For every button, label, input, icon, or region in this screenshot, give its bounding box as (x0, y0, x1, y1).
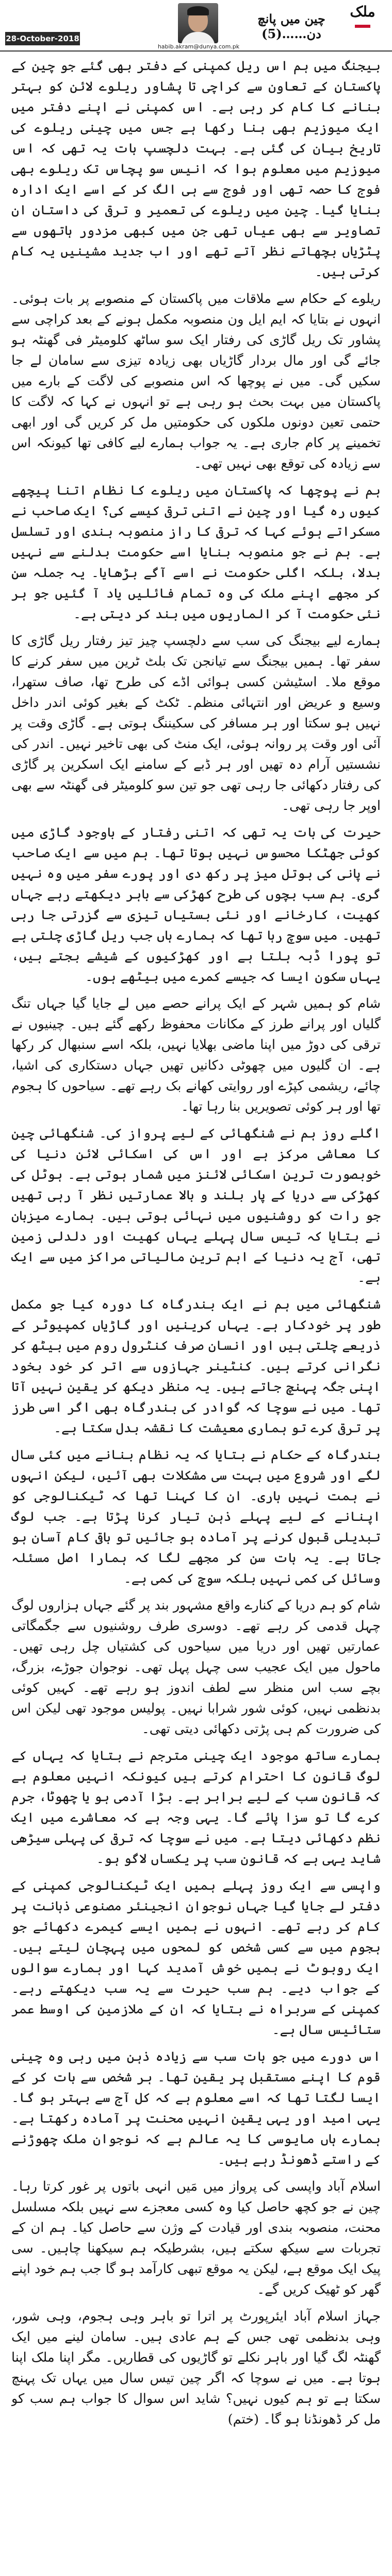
article-paragraph: ہم نے پوچھا کہ پاکستان میں ریلوے کا نظام اتنا پیچھے کیوں رہ گیا اور چین نے اتنی ترقی کیسے کی؟ ایک صاحب نے مسکراتے ہوئے کہا کہ ترقی کا راز منصوبہ بندی اور تسلسل ہے۔ ہم نے جو منصوبہ بنایا اسے حکومت بدلنے سے نہیں بدلا، بلکہ اگلی حکومت نے اسے آگے بڑھایا۔ یہ جملہ سن کر مجھے اپنے ملک کی وہ تمام فائلیں یاد آ گئیں جو ہر نئی حکومت آ کر الماریوں میں بند کر دیتی ہے۔ (11, 483, 381, 622)
article-paragraph: ہمارے ساتھ موجود ایک چینی مترجم نے بتایا کہ یہاں کے لوگ قانون کا احترام کرتے ہیں کیونکہ انہیں معلوم ہے کہ قانون سب کے لیے برابر ہے۔ بڑا آدمی ہو یا چھوٹا، جرم کرے گا تو سزا پائے گا۔ یہی وجہ ہے کہ معاشرے میں ایک نظم دکھائی دیتا ہے۔ میں نے سوچا کہ ترقی کی پہلی سیڑھی شاید یہی ہے کہ قانون سب پر یکساں لاگو ہو۔ (11, 1748, 381, 1867)
article-paragraph: حیرت کی بات یہ تھی کہ اتنی رفتار کے باوجود گاڑی میں کوئی جھٹکا محسوس نہیں ہوتا تھا۔ ہم میں سے ایک صاحب نے پانی کی بوتل میز پر رکھ دی اور پورے سفر میں وہ نہیں گری۔ ہم سب بچوں کی طرح کھڑکی سے باہر دیکھتے رہے جہاں کھیت، کارخانے اور نئی بستیاں تیزی سے گزرتی جا رہی تھیں۔ میں سوچ رہا تھا کہ ہمارے ہاں جب ریل گاڑی چلتی ہے تو پورا ڈبہ ہلتا ہے اور کھڑکیوں کے شیشے بجتے ہیں، یہاں سکون ایسا کہ جیسے کمرے میں بیٹھے ہوں۔ (11, 825, 381, 985)
article-title: چین میں پانچ دن……(5) (257, 11, 325, 41)
publish-date: 28-October-2018 (5, 32, 80, 45)
article-paragraph: ہمارے لیے بیجنگ کی سب سے دلچسپ چیز تیز رفتار ریل گاڑی کا سفر تھا۔ ہمیں بیجنگ سے تیانجن تک بلٹ ٹرین میں سفر کرنے کا موقع ملا۔ اسٹیشن کسی ہوائی اڈے کی طرح تھا، صاف ستھرا، وسیع و عریض اور انتہائی منظم۔ ٹکٹ کے بغیر کوئی اندر داخل نہیں ہو سکتا اور ہر مسافر کی سکیننگ ہوتی ہے۔ گاڑی وقت پر آئی اور وقت پر روانہ ہوئی، ایک منٹ کی بھی تاخیر نہیں۔ اندر کی نشستیں آرام دہ تھیں اور ہر ڈبے کے سامنے ایک اسکرین پر گاڑی کی رفتار دکھائی جا رہی تھی جو تین سو کلومیٹر فی گھنٹہ سے بھی اوپر جا رہی تھی۔ (11, 633, 381, 814)
article-paragraph: بندرگاہ کے حکام نے بتایا کہ یہ نظام بنانے میں کئی سال لگے اور شروع میں بہت سی مشکلات بھی آئیں، لیکن انہوں نے ہمت نہیں ہاری۔ ان کا کہنا تھا کہ ٹیکنالوجی کو اپنانے کے لیے پہلے ذہن تیار کرنا پڑتا ہے۔ جب لوگ تبدیلی قبول کرنے پر آمادہ ہو جائیں تو باقی کام آسان ہو جاتا ہے۔ یہ بات سن کر مجھے لگا کہ ہمارا اصل مسئلہ وسائل کی کمی نہیں بلکہ سوچ کی کمی ہے۔ (11, 1447, 381, 1586)
author-photo (178, 3, 218, 43)
article-paragraph: شام کو ہمیں شہر کے ایک پرانے حصے میں لے جایا گیا جہاں تنگ گلیاں اور پرانے طرز کے مکانات محفوظ رکھے گئے ہیں۔ چینیوں نے ترقی کی دوڑ میں اپنا ماضی بھلایا نہیں، بلکہ اسے سنبھال کر رکھا ہے۔ ان گلیوں میں چھوٹی دکانیں تھیں جہاں دستکاری کی اشیا، چائے، ریشمی کپڑے اور روایتی کھانے بک رہے تھے۔ سیاحوں کا ہجوم تھا اور ہر کوئی تصویریں بنا رہا تھا۔ (11, 996, 381, 1114)
article-paragraph: شام کو ہم دریا کے کنارے واقع مشہور بند پر گئے جہاں ہزاروں لوگ چہل قدمی کر رہے تھے۔ دوسری طرف روشنیوں سے جگمگاتی عمارتیں تھیں اور دریا میں سیاحوں کی کشتیاں چل رہی تھیں۔ ماحول میں ایک عجیب سی چہل پہل تھی۔ نوجوان جوڑے، بزرگ، بچے سب اس منظر سے لطف اندوز ہو رہے تھے۔ کہیں کوئی بدنظمی نہیں، کوئی شور شرابا نہیں۔ پولیس موجود تھی لیکن اس کی ضرورت کم ہی پڑتی دکھائی دیتی تھی۔ (11, 1598, 381, 1737)
logo-mark-icon (355, 25, 370, 28)
article-paragraph: اگلے روز ہم نے شنگھائی کے لیے پرواز کی۔ شنگھائی چین کا معاشی مرکز ہے اور اس کی اسکائی لائن دنیا کی خوبصورت ترین اسکائی لائنز میں شمار ہوتی ہے۔ ہوٹل کی کھڑکی سے دریا کے پار بلند و بالا عمارتیں نظر آ رہی تھیں جو رات کو روشنیوں میں نہائی ہوتی ہیں۔ ہمارے میزبان نے بتایا کہ تیس سال پہلے یہاں کھیت اور دلدلی زمین تھی، آج یہ دنیا کے اہم ترین مالیاتی مراکز میں سے ایک ہے۔ (11, 1126, 381, 1285)
article-paragraph: جہاز اسلام آباد ایئرپورٹ پر اترا تو باہر وہی ہجوم، وہی شور، وہی بدنظمی تھی جس کے ہم عادی ہیں۔ سامان لینے میں ایک گھنٹہ لگ گیا اور باہر نکلے تو گاڑیوں کی قطاریں۔ مگر اپنا ملک اپنا ہوتا ہے۔ میں نے سوچا کہ اگر چین تیس سال میں یہاں تک پہنچ سکتا ہے تو ہم کیوں نہیں؟ شاید اس سوال کا جواب ہم سب کو مل کر ڈھونڈنا ہو گا۔ (ختم) (11, 2309, 381, 2427)
article-paragraph: بیجنگ میں ہم اس ریل کمپنی کے دفتر بھی گئے جو چین کے پاکستان کے تعاون سے کراچی تا پشاور ریلوے لائن کو بہتر بنانے کا کام کر رہی ہے۔ اس کمپنی نے اپنے دفتر میں ایک میوزیم بھی بنا رکھا ہے جس میں چینی ریلوے کی تاریخ بیان کی گئی ہے۔ بہت دلچسپ بات یہ تھی کہ اس میوزیم میں معلوم ہوا کہ انیس سو پچاس تک ریلوے بھی فوج کا حصہ تھی اور فوج سے ہی الگ کر کے اسے ایک ادارہ بنایا گیا۔ چین میں ریلوے کی تعمیر و ترقی کی داستان ان تصاویر سے بھی عیاں تھی جن میں کبھی مزدور ہاتھوں سے پٹڑیاں بچھاتے نظر آتے تھے اور اب جدید مشینیں یہ کام کرتی ہیں۔ (11, 58, 381, 280)
article-paragraph: شنگھائی میں ہم نے ایک بندرگاہ کا دورہ کیا جو مکمل طور پر خودکار ہے۔ یہاں کرینیں اور گاڑیاں کمپیوٹر کے ذریعے چلتی ہیں اور انسان صرف کنٹرول روم میں بیٹھ کر نگرانی کرتے ہیں۔ کنٹینر جہازوں سے اتر کر خود بخود اپنی جگہ پہنچ جاتے ہیں۔ یہ منظر دیکھ کر یقین نہیں آتا تھا۔ میں نے سوچا کہ گوادر کی بندرگاہ بھی اگر اسی طرز پر ترقی کرے تو ہماری معیشت کا نقشہ بدل سکتا ہے۔ (11, 1297, 381, 1436)
article-paragraph: واپسی سے ایک روز پہلے ہمیں ایک ٹیکنالوجی کمپنی کے دفتر لے جایا گیا جہاں نوجوان انجینئر مصنوعی ذہانت پر کام کر رہے تھے۔ انہوں نے ہمیں ایسے کیمرے دکھائے جو ہجوم میں سے کسی شخص کو لمحوں میں پہچان لیتے ہیں۔ ایک روبوٹ نے ہمیں خوش آمدید کہا اور ہمارے سوالوں کے جواب دیے۔ ہم سب حیرت سے یہ سب دیکھتے رہے۔ کمپنی کے سربراہ نے بتایا کہ ان کے ملازمین کی اوسط عمر ستائیس سال ہے۔ (11, 1878, 381, 2038)
article-paragraph: ریلوے کے حکام سے ملاقات میں پاکستان کے منصوبے پر بات ہوئی۔ انہوں نے بتایا کہ ایم ایل ون منصوبہ مکمل ہونے کے بعد کراچی سے پشاور تک ریل گاڑی کی رفتار ایک سو ساٹھ کلومیٹر فی گھنٹہ ہو جائے گی اور مال بردار گاڑیاں بھی زیادہ تیزی سے سامان لے جا سکیں گی۔ میں نے پوچھا کہ اس منصوبے کی لاگت کے بارے میں پاکستان میں بہت بحث ہو رہی ہے تو انہوں نے کہا کہ لاگت کا حتمی تعین دونوں ملکوں کی حکومتیں مل کر کریں گی اور ابھی تخمینے پر کام جاری ہے۔ یہ جواب ہمارے لیے کافی تھا کیونکہ اس سے زیادہ کی توقع بھی نہیں تھی۔ (11, 291, 381, 471)
header-divider (0, 50, 392, 52)
article-body (11, 56, 381, 2576)
author-email: habib.akram@dunya.com.pk (157, 43, 240, 50)
newspaper-logo (340, 3, 385, 47)
article-paragraph: اس دورے میں جو بات سب سے زیادہ ذہن میں رہی وہ چینی قوم کا اپنے مستقبل پر یقین تھا۔ ہر شخص سے بات کر کے ایسا لگتا تھا کہ اسے معلوم ہے کہ کل آج سے بہتر ہو گا۔ یہی امید اور یہی یقین انہیں محنت پر آمادہ رکھتا ہے۔ ہمارے ہاں مایوسی کا یہ عالم ہے کہ نوجوان ملک چھوڑنے کے راستے ڈھونڈ رہے ہیں۔ (11, 2049, 381, 2167)
logo-text: ملک (350, 3, 375, 20)
article-paragraph: اسلام آباد واپسی کی پرواز میں مَیں انہی باتوں پر غور کرتا رہا۔ چین نے جو کچھ حاصل کیا وہ کسی معجزے سے نہیں بلکہ مسلسل محنت، منصوبہ بندی اور قیادت کے وژن سے حاصل کیا۔ ہم ان کے تجربات سے سیکھ سکتے ہیں، بشرطیکہ ہم سیکھنا چاہیں۔ سی پیک ایک موقع ہے، لیکن یہ موقع تبھی کارآمد ہو گا جب ہم خود اپنے گھر کو ٹھیک کریں گے۔ (11, 2179, 381, 2297)
article-header (0, 0, 392, 52)
